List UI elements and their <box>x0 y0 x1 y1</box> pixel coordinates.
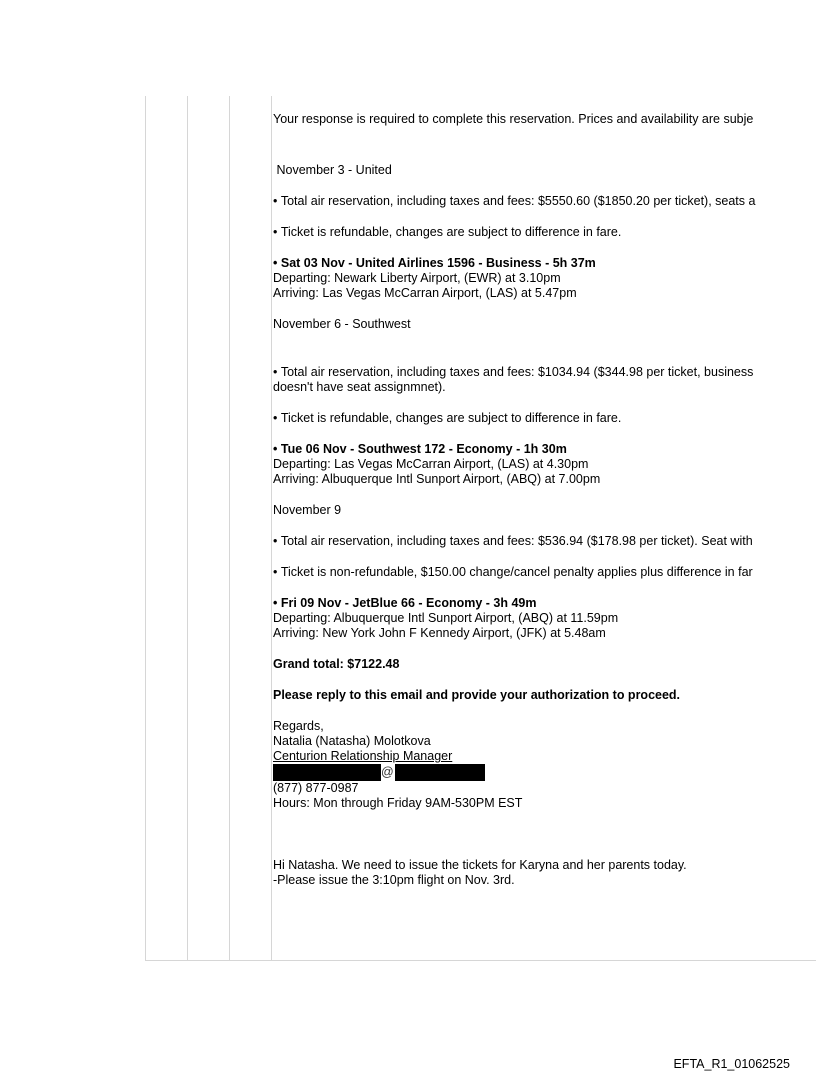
list-item: • Total air reservation, including taxes and fees: $5550.60 ($1850.20 per ticket), seats a <box>273 194 816 209</box>
departing-text: Departing: Las Vegas McCarran Airport, (LAS) at 4.30pm <box>273 457 589 471</box>
section-heading: November 9 <box>273 503 342 517</box>
email-body <box>273 108 816 888</box>
table-border-bottom <box>145 960 816 961</box>
list-item: • Total air reservation, including taxes and fees: $536.94 ($178.98 per ticket). Seat with <box>273 534 816 549</box>
departing-text: Departing: Newark Liberty Airport, (EWR) at 3.10pm <box>273 271 561 285</box>
intro-text: Your response is required to complete this reservation. Prices and availability are subje <box>273 112 754 126</box>
list-item: • Total air reservation, including taxes and fees: $1034.94 ($344.98 per ticket, business <box>273 365 816 380</box>
flight-title: • Sat 03 Nov - United Airlines 1596 - Business - 5h 37m <box>273 256 816 271</box>
document-id: EFTA_R1_01062525 <box>673 1057 790 1071</box>
signature-email <box>273 764 816 781</box>
signature-name: Natalia (Natasha) Molotkova <box>273 734 431 748</box>
section-heading: November 3 - United <box>273 163 392 177</box>
arriving-text: Arriving: New York John F Kennedy Airport, (JFK) at 5.48am <box>273 626 606 640</box>
section-heading: November 6 - Southwest <box>273 317 411 331</box>
signature-regards: Regards, <box>273 719 324 733</box>
table-border <box>271 96 272 960</box>
departing-text: Departing: Albuquerque Intl Sunport Airport, (ABQ) at 11.59pm <box>273 611 619 625</box>
signature-hours: Hours: Mon through Friday 9AM-530PM EST <box>273 796 523 810</box>
reply-message-line: -Please issue the 3:10pm flight on Nov. 3rd. <box>273 873 515 887</box>
flight-title: • Tue 06 Nov - Southwest 172 - Economy - 1h 30m <box>273 442 816 457</box>
arriving-text: Arriving: Las Vegas McCarran Airport, (LAS) at 5.47pm <box>273 286 577 300</box>
email-at-sign: @ <box>381 765 394 780</box>
list-item: • Ticket is refundable, changes are subject to difference in fare. <box>273 225 816 240</box>
table-border-left <box>145 96 146 960</box>
list-item-continuation: doesn't have seat assignmnet). <box>273 380 446 394</box>
list-item: • Ticket is refundable, changes are subject to difference in fare. <box>273 411 816 426</box>
redaction-box <box>273 764 381 781</box>
signature-title: Centurion Relationship Manager <box>273 749 453 763</box>
arriving-text: Arriving: Albuquerque Intl Sunport Airport, (ABQ) at 7.00pm <box>273 472 601 486</box>
table-border <box>187 96 188 960</box>
grand-total: Grand total: $7122.48 <box>273 657 400 671</box>
reply-message-line: Hi Natasha. We need to issue the tickets for Karyna and her parents today. <box>273 858 687 872</box>
flight-title: • Fri 09 Nov - JetBlue 66 - Economy - 3h 49m <box>273 596 816 611</box>
reply-request: Please reply to this email and provide your authorization to proceed. <box>273 688 681 702</box>
redaction-box <box>395 764 485 781</box>
list-item: • Ticket is non-refundable, $150.00 change/cancel penalty applies plus difference in far <box>273 565 816 580</box>
signature-phone: (877) 877-0987 <box>273 781 359 795</box>
table-border <box>229 96 230 960</box>
